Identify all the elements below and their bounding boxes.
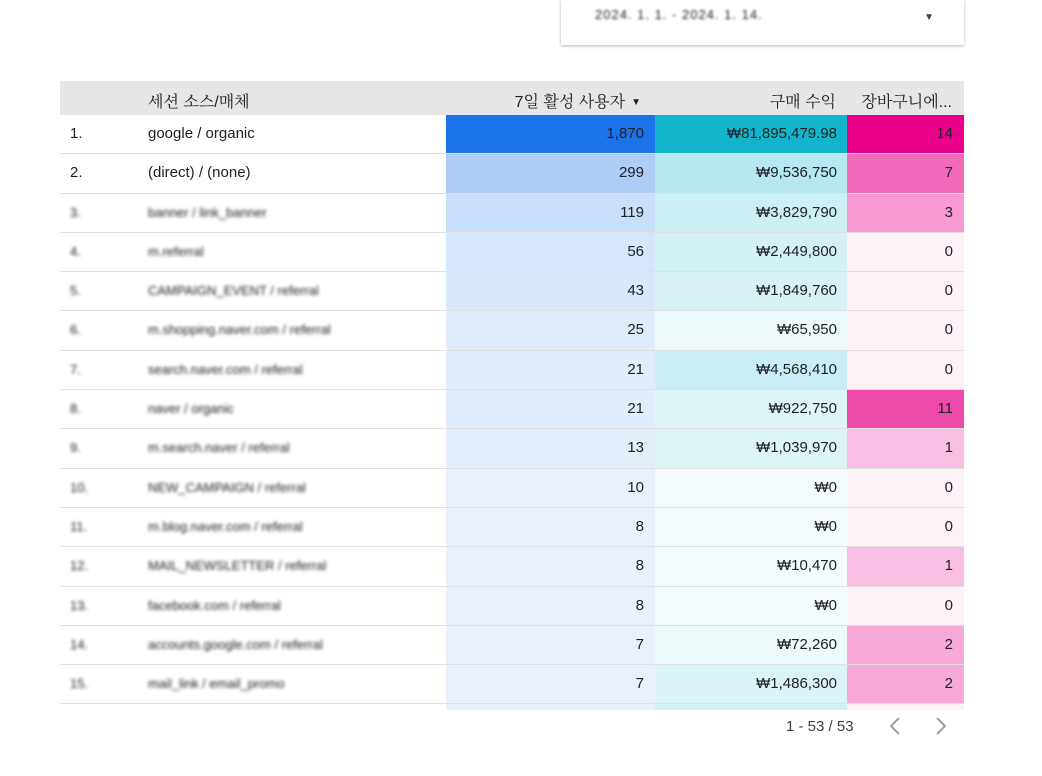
row-add-to-cart: 0 — [847, 587, 964, 625]
row-index: 10. — [70, 479, 89, 495]
dropdown-arrow-icon[interactable]: ▼ — [924, 12, 934, 23]
row-add-to-cart: 0 — [847, 508, 964, 546]
table-row[interactable] — [60, 154, 964, 193]
row-active-users: 1,870 — [446, 115, 655, 153]
row-add-to-cart: 1 — [847, 429, 964, 467]
table-row[interactable] — [60, 351, 964, 390]
row-purchase-revenue: ₩1,039,970 — [655, 429, 847, 467]
row-index: 9. — [70, 440, 81, 456]
row-purchase-revenue: ₩65,950 — [655, 311, 847, 349]
row-purchase-revenue: ₩0 — [655, 508, 847, 546]
row-active-users: 8 — [446, 547, 655, 585]
row-active-users: 8 — [446, 587, 655, 625]
row-source-medium: m.search.naver / referral — [148, 440, 290, 456]
row-source-medium: accounts.google.com / referral — [148, 636, 323, 652]
row-index: 12. — [70, 558, 89, 574]
row-purchase-revenue: ₩10,470 — [655, 547, 847, 585]
row-source-medium: (direct) / (none) — [148, 164, 251, 182]
table-row[interactable] — [60, 626, 964, 665]
table-body — [60, 115, 964, 710]
date-range-picker[interactable] — [561, 0, 964, 45]
row-source-medium: CAMPAIGN_EVENT / referral — [148, 283, 319, 299]
row-source-medium: banner / link_banner — [148, 204, 267, 220]
row-index: 4. — [70, 243, 81, 259]
row-add-to-cart: 0 — [847, 311, 964, 349]
row-index: 5. — [70, 283, 81, 299]
row-source-medium: search.naver.com / referral — [148, 361, 303, 377]
row-index: 15. — [70, 676, 89, 692]
header-purchase-revenue[interactable]: 구매 수익 — [769, 94, 836, 111]
row-index: 1. — [70, 125, 83, 142]
row-add-to-cart: 2 — [847, 626, 964, 664]
row-source-medium: facebook.com / referral — [148, 597, 281, 613]
row-source-medium: google / organic — [148, 125, 255, 142]
row-active-users: 7 — [446, 665, 655, 703]
data-table — [60, 81, 964, 710]
row-index: 13. — [70, 597, 89, 613]
row-purchase-revenue: ₩81,895,479.98 — [655, 115, 847, 153]
table-row[interactable] — [60, 665, 964, 704]
table-row[interactable] — [60, 311, 964, 350]
row-index — [70, 704, 130, 710]
row-purchase-revenue: ₩9,536,750 — [655, 154, 847, 192]
header-source-medium[interactable]: 세션 소스/매체 — [148, 94, 250, 111]
row-source-medium: mail_link / email_promo — [148, 676, 285, 692]
date-range-label: 2024. 1. 1. - 2024. 1. 14. — [595, 7, 763, 22]
row-index: 6. — [70, 322, 81, 338]
table-row[interactable] — [60, 390, 964, 429]
row-add-to-cart: 3 — [847, 194, 964, 232]
table-row[interactable] — [60, 704, 964, 710]
row-index: 11. — [70, 518, 88, 534]
row-active-users — [446, 704, 655, 710]
row-active-users: 7 — [446, 626, 655, 664]
row-source-medium — [148, 704, 438, 710]
row-add-to-cart — [847, 704, 964, 710]
row-add-to-cart: 7 — [847, 154, 964, 192]
row-index: 3. — [70, 204, 81, 220]
row-add-to-cart: 0 — [847, 272, 964, 310]
row-active-users: 299 — [446, 154, 655, 192]
row-active-users: 10 — [446, 469, 655, 507]
row-purchase-revenue: ₩2,449,800 — [655, 233, 847, 271]
pagination-label: 1 - 53 / 53 — [786, 718, 854, 735]
table-row[interactable] — [60, 547, 964, 586]
table-header — [60, 81, 964, 115]
row-add-to-cart: 14 — [847, 115, 964, 153]
row-active-users: 119 — [446, 194, 655, 232]
row-purchase-revenue: ₩0 — [655, 469, 847, 507]
prev-page-button[interactable] — [888, 715, 902, 737]
row-index: 8. — [70, 401, 81, 417]
row-active-users: 21 — [446, 390, 655, 428]
row-index: 7. — [70, 361, 81, 377]
table-row[interactable] — [60, 429, 964, 468]
row-purchase-revenue: ₩922,750 — [655, 390, 847, 428]
row-index: 14. — [70, 636, 89, 652]
table-row[interactable] — [60, 233, 964, 272]
row-active-users: 13 — [446, 429, 655, 467]
row-active-users: 56 — [446, 233, 655, 271]
row-index: 2. — [70, 164, 83, 182]
chevron-left-icon — [888, 715, 902, 737]
table-row[interactable] — [60, 194, 964, 233]
row-add-to-cart: 2 — [847, 665, 964, 703]
row-add-to-cart: 0 — [847, 351, 964, 389]
table-row[interactable] — [60, 469, 964, 508]
table-row[interactable] — [60, 115, 964, 154]
row-purchase-revenue: ₩72,260 — [655, 626, 847, 664]
row-purchase-revenue: ₩1,849,760 — [655, 272, 847, 310]
chevron-right-icon — [934, 715, 948, 737]
row-source-medium: m.shopping.naver.com / referral — [148, 322, 331, 338]
table-row[interactable] — [60, 587, 964, 626]
row-active-users: 21 — [446, 351, 655, 389]
row-source-medium: MAIL_NEWSLETTER / referral — [148, 558, 327, 574]
table-row[interactable] — [60, 272, 964, 311]
row-add-to-cart: 0 — [847, 469, 964, 507]
row-add-to-cart: 0 — [847, 233, 964, 271]
header-active-users[interactable] — [515, 89, 641, 112]
sort-desc-icon[interactable]: ▼ — [631, 97, 641, 108]
row-purchase-revenue: ₩0 — [655, 587, 847, 625]
row-active-users: 43 — [446, 272, 655, 310]
row-add-to-cart: 1 — [847, 547, 964, 585]
row-purchase-revenue: ₩4,568,410 — [655, 351, 847, 389]
table-row[interactable] — [60, 508, 964, 547]
row-source-medium: NEW_CAMPAIGN / referral — [148, 479, 306, 495]
row-active-users: 25 — [446, 311, 655, 349]
header-add-to-cart[interactable]: 장바구니에... — [861, 94, 952, 111]
row-purchase-revenue — [655, 704, 847, 710]
row-source-medium: m.referral — [148, 243, 204, 259]
row-purchase-revenue: ₩1,486,300 — [655, 665, 847, 703]
row-active-users: 8 — [446, 508, 655, 546]
row-source-medium: m.blog.naver.com / referral — [148, 518, 303, 534]
row-add-to-cart: 11 — [847, 390, 964, 428]
row-purchase-revenue: ₩3,829,790 — [655, 194, 847, 232]
row-source-medium: naver / organic — [148, 401, 234, 417]
next-page-button[interactable] — [934, 715, 948, 737]
header-active-users-label: 7일 활성 사용자 — [514, 94, 626, 111]
